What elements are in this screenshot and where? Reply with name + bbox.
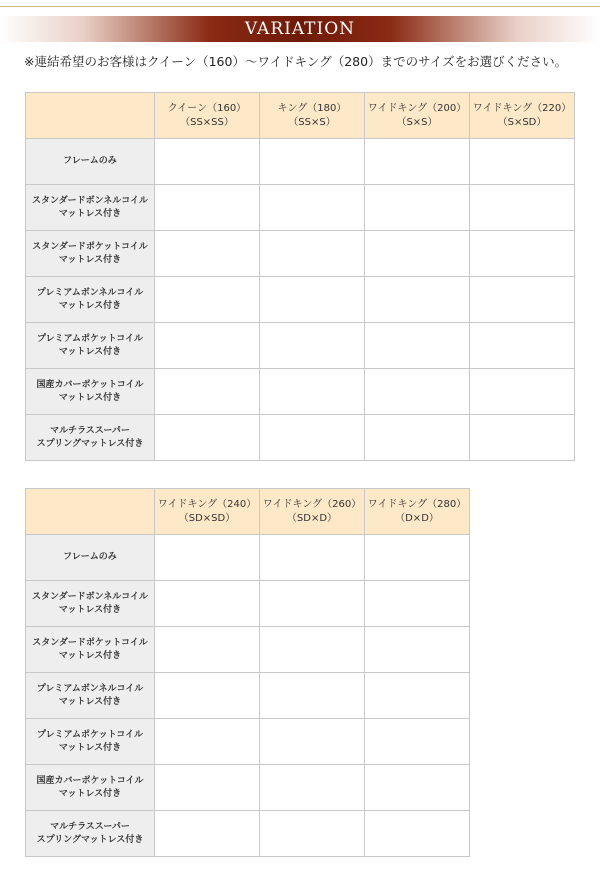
table-cell xyxy=(260,719,365,765)
header-row xyxy=(26,93,575,139)
column-size-name: ワイドキング（220） xyxy=(472,102,572,114)
table-cell xyxy=(365,369,470,415)
row-label-line1: スタンダードボンネルコイル xyxy=(31,195,149,206)
table-cell xyxy=(155,323,260,369)
row-label-line2: マットレス付き xyxy=(58,208,122,219)
column-header xyxy=(470,93,575,139)
row-label-line1: マルチラススーパー xyxy=(50,821,130,832)
table-cell xyxy=(155,277,260,323)
row-header xyxy=(26,627,155,673)
table-cell xyxy=(365,139,470,185)
corner-cell xyxy=(26,489,155,535)
column-header xyxy=(155,93,260,139)
table-row xyxy=(26,369,575,415)
variation-banner xyxy=(0,16,600,42)
column-size-code: （D×D） xyxy=(395,512,439,524)
table-row xyxy=(26,581,470,627)
column-header xyxy=(155,489,260,535)
variation-table-1 xyxy=(25,92,575,461)
row-header xyxy=(26,323,155,369)
table-cell xyxy=(155,535,260,581)
row-label-line1: 国産カバーポケットコイル xyxy=(36,379,144,390)
table-cell xyxy=(365,719,470,765)
table-row xyxy=(26,765,470,811)
table-row xyxy=(26,323,575,369)
row-header xyxy=(26,581,155,627)
row-header xyxy=(26,231,155,277)
row-label-line2: スプリングマットレス付き xyxy=(36,834,144,845)
row-header xyxy=(26,415,155,461)
header-row xyxy=(26,489,470,535)
table-cell xyxy=(260,185,365,231)
row-header xyxy=(26,673,155,719)
column-header xyxy=(260,489,365,535)
banner-title: VARIATION xyxy=(244,19,356,39)
table-cell xyxy=(470,185,575,231)
table-cell xyxy=(260,673,365,719)
top-divider xyxy=(0,6,600,7)
table-cell xyxy=(365,535,470,581)
table-cell xyxy=(260,415,365,461)
column-header xyxy=(365,489,470,535)
table-cell xyxy=(155,765,260,811)
row-label-line2: マットレス付き xyxy=(58,346,122,357)
table-row xyxy=(26,185,575,231)
row-label-line2: マットレス付き xyxy=(58,788,122,799)
table-cell xyxy=(470,323,575,369)
column-header xyxy=(260,93,365,139)
table-cell xyxy=(470,139,575,185)
table-cell xyxy=(260,627,365,673)
table-cell xyxy=(365,581,470,627)
table-cell xyxy=(260,811,365,857)
row-label-line2: マットレス付き xyxy=(58,300,122,311)
column-size-code: （SD×D） xyxy=(286,512,338,524)
variation-table-2 xyxy=(25,488,470,857)
table-cell xyxy=(260,581,365,627)
row-label-line1: プレミアムボンネルコイル xyxy=(36,287,144,298)
table-cell xyxy=(155,627,260,673)
column-size-name: ワイドキング（260） xyxy=(262,498,362,510)
column-size-code: （SS×S） xyxy=(288,116,336,128)
row-label-line1: プレミアムボンネルコイル xyxy=(36,683,144,694)
table-cell xyxy=(155,139,260,185)
column-size-code: （SD×SD） xyxy=(178,512,236,524)
column-size-code: （S×SD） xyxy=(497,116,547,128)
row-label-line2: スプリングマットレス付き xyxy=(36,438,144,449)
row-label-line1: フレームのみ xyxy=(63,156,117,166)
row-header xyxy=(26,719,155,765)
table-cell xyxy=(365,415,470,461)
row-label-line1: スタンダードポケットコイル xyxy=(32,637,148,648)
table-cell xyxy=(155,811,260,857)
table-cell xyxy=(365,277,470,323)
size-notice: ※連結希望のお客様はクイーン（160）～ワイドキング（280）までのサイズをお選びください。 xyxy=(24,54,568,69)
table-cell xyxy=(365,673,470,719)
table-cell xyxy=(365,765,470,811)
table-cell xyxy=(470,231,575,277)
table-cell xyxy=(470,277,575,323)
row-label-line1: マルチラススーパー xyxy=(50,425,130,436)
table-cell xyxy=(260,369,365,415)
table-cell xyxy=(365,811,470,857)
table-cell xyxy=(470,415,575,461)
row-label-line1: スタンダードポケットコイル xyxy=(32,241,148,252)
table-cell xyxy=(365,231,470,277)
table-cell xyxy=(155,581,260,627)
table-cell xyxy=(155,185,260,231)
table-row xyxy=(26,719,470,765)
row-header xyxy=(26,277,155,323)
row-label-line2: マットレス付き xyxy=(58,254,122,265)
table-cell xyxy=(155,369,260,415)
table-cell xyxy=(365,627,470,673)
column-header xyxy=(365,93,470,139)
column-size-name: ワイドキング（280） xyxy=(367,498,467,510)
table-row xyxy=(26,231,575,277)
row-label-line2: マットレス付き xyxy=(58,742,122,753)
table-cell xyxy=(470,369,575,415)
table-cell xyxy=(155,719,260,765)
row-label-line1: スタンダードボンネルコイル xyxy=(31,591,149,602)
table-row xyxy=(26,535,470,581)
column-size-name: クイーン（160） xyxy=(167,102,247,114)
row-label-line1: フレームのみ xyxy=(63,552,117,562)
row-header xyxy=(26,765,155,811)
column-size-code: （SS×SS） xyxy=(180,116,234,128)
table-row xyxy=(26,277,575,323)
table-row xyxy=(26,627,470,673)
row-label-line2: マットレス付き xyxy=(58,604,122,615)
table-row xyxy=(26,811,470,857)
row-label-line2: マットレス付き xyxy=(58,696,122,707)
table-cell xyxy=(155,673,260,719)
row-header xyxy=(26,369,155,415)
row-label-line1: プレミアムポケットコイル xyxy=(37,729,143,740)
table-cell xyxy=(365,185,470,231)
table-cell xyxy=(260,535,365,581)
table-cell xyxy=(260,277,365,323)
table-cell xyxy=(260,139,365,185)
table-cell xyxy=(260,323,365,369)
row-label-line2: マットレス付き xyxy=(58,392,122,403)
row-header xyxy=(26,811,155,857)
row-label-line1: プレミアムポケットコイル xyxy=(37,333,143,344)
row-header xyxy=(26,185,155,231)
table-cell xyxy=(155,231,260,277)
column-size-name: ワイドキング（240） xyxy=(157,498,257,510)
table-cell xyxy=(155,415,260,461)
row-label-line2: マットレス付き xyxy=(58,650,122,661)
column-size-name: ワイドキング（200） xyxy=(367,102,467,114)
row-header xyxy=(26,139,155,185)
table-row xyxy=(26,673,470,719)
table-cell xyxy=(365,323,470,369)
table-cell xyxy=(260,765,365,811)
row-header xyxy=(26,535,155,581)
table-row xyxy=(26,139,575,185)
column-size-code: （S×S） xyxy=(396,116,438,128)
column-size-name: キング（180） xyxy=(277,102,347,114)
row-label-line1: 国産カバーポケットコイル xyxy=(36,775,144,786)
table-cell xyxy=(260,231,365,277)
corner-cell xyxy=(26,93,155,139)
table-row xyxy=(26,415,575,461)
